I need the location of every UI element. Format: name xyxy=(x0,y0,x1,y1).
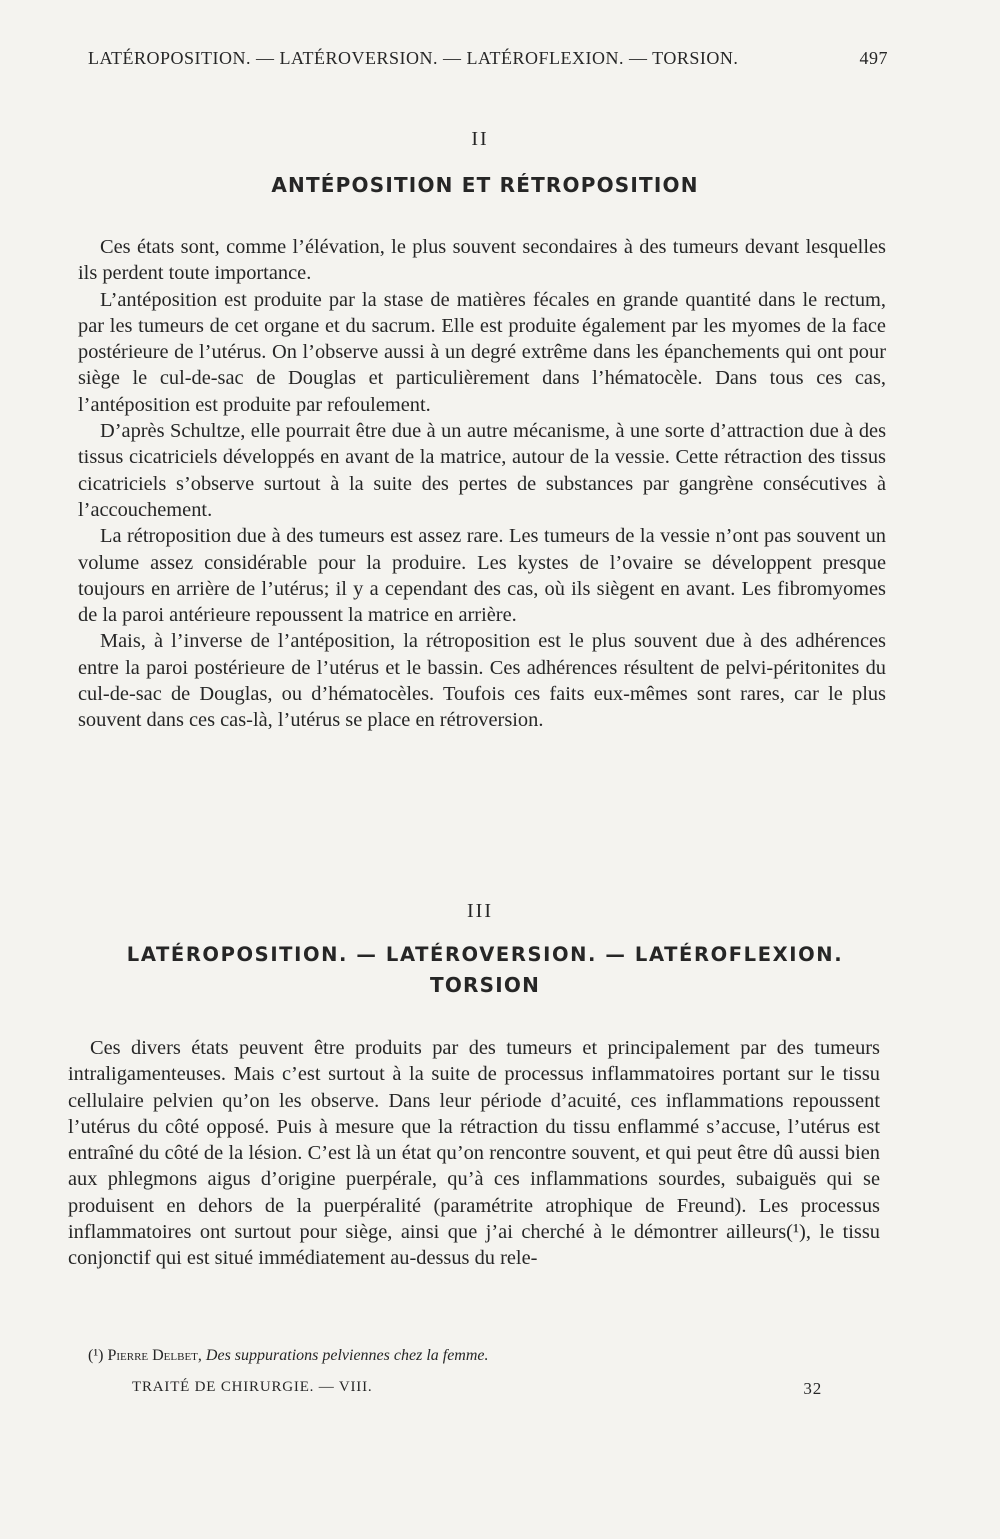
section-title: TORSION xyxy=(429,973,541,997)
paragraph-text: , le tissu conjonctif qui est situé immédiatement au-dessus du rele- xyxy=(68,1221,880,1270)
paragraph-text: Ces divers états peuvent être produits par des tumeurs et principalement par des tumeurs intraligamenteuses. Mais c’est surtout à la suite de processus inflammatoires portant sur le tissu cellulaire pelvien qu’on les observe. Dans leur période d’acuité, ces inflammations repoussent l’utérus du côté opposé. Puis à mesure que la rétraction du tissu enflammé s’accuse, l’utérus est entraîné du côté de la lésion. C’est là un état qu’on rencontre souvent, et qui peut être dû aussi bien aux phlegmons aigus d’origine puerpérale, qu’à ces inflammations sourdes, subaiguës qui se produisent en dehors de la puerpéralité (paramétrite atrophique de Freund). Les processus inflammatoires ont surtout pour siège, ainsi que j’ai cherché à le démontrer ailleurs xyxy=(68,1037,880,1244)
section-title: LATÉROPOSITION. — LATÉROVERSION. — LATÉROFLEXION. xyxy=(126,943,844,966)
footnote-author: Pierre Delbet xyxy=(107,1347,198,1364)
paragraph: D’après Schultze, elle pourrait être due à un autre mécanisme, à une sorte d’attraction due à des tissus cicatriciels développés en avant de la matrice, autour de la vessie. Cette rétraction des tissus cicatriciels s’observe surtout à la suite des pertes de substances par gangrène consécutives à l’accouchement. xyxy=(78,420,886,521)
footnote-marker: (¹) xyxy=(88,1347,104,1364)
section-number: III xyxy=(467,900,493,922)
footer-book: TRAITÉ DE CHIRURGIE. — VIII. xyxy=(132,1379,373,1395)
section-number: II xyxy=(471,128,489,150)
page-number: 497 xyxy=(859,48,888,68)
paragraph xyxy=(68,1035,880,1272)
paragraph: Mais, à l’inverse de l’antéposition, la rétroposition est le plus souvent due à des adhérences entre la paroi postérieure de l’utérus et le bassin. Ces adhérences résultent de pelvi-péritonites du cul-de-sac de Douglas, ou d’hématocèles. Toufois ces faits eux-mêmes sont rares, car le plus souvent dans ces cas-là, l’utérus se place en rétroversion. xyxy=(78,630,886,732)
footnote: (¹) Pierre Delbet, Des suppurations pelviennes chez la femme. xyxy=(88,1347,489,1364)
paragraph: L’antéposition est produite par la stase de matières fécales en grande quantité dans le rectum, par les tumeurs de cet organe et du sacrum. Elle est produite également par les myomes de la face postérieure de l’utérus. On l’observe aussi à un degré extrême dans les épanchements qui ont pour siège le cul-de-sac de Douglas et particulièrement dans l’hématocèle. Dans tous ces cas, l’antéposition est produite par refoulement. xyxy=(78,288,886,416)
footnote-reference: (¹) xyxy=(786,1221,806,1244)
paragraph: Ces états sont, comme l’élévation, le plus souvent secondaires à des tumeurs devant lesquelles ils perdent toute importance. xyxy=(78,236,886,285)
section-body xyxy=(68,1035,880,1272)
footnote-title: Des suppurations pelviennes chez la femme. xyxy=(205,1347,489,1364)
footer-signature: 32 xyxy=(803,1379,822,1398)
footer xyxy=(132,1379,822,1399)
running-head-title: LATÉROPOSITION. — LATÉROVERSION. — LATÉROFLEXION. — TORSION. xyxy=(88,48,739,68)
section-title: ANTÉPOSITION ET RÉTROPOSITION xyxy=(271,173,699,197)
paragraph: La rétroposition due à des tumeurs est assez rare. Les tumeurs de la vessie n’ont pas souvent un volume assez considérable pour la produire. Les kystes de l’ovaire se développent presque toujours en arrière de l’utérus; il y a cependant des cas, où ils siègent en avant. Les fibromyomes de la paroi antérieure repoussent la matrice en arrière. xyxy=(78,525,886,627)
section-body xyxy=(78,234,886,734)
running-head xyxy=(88,48,888,69)
